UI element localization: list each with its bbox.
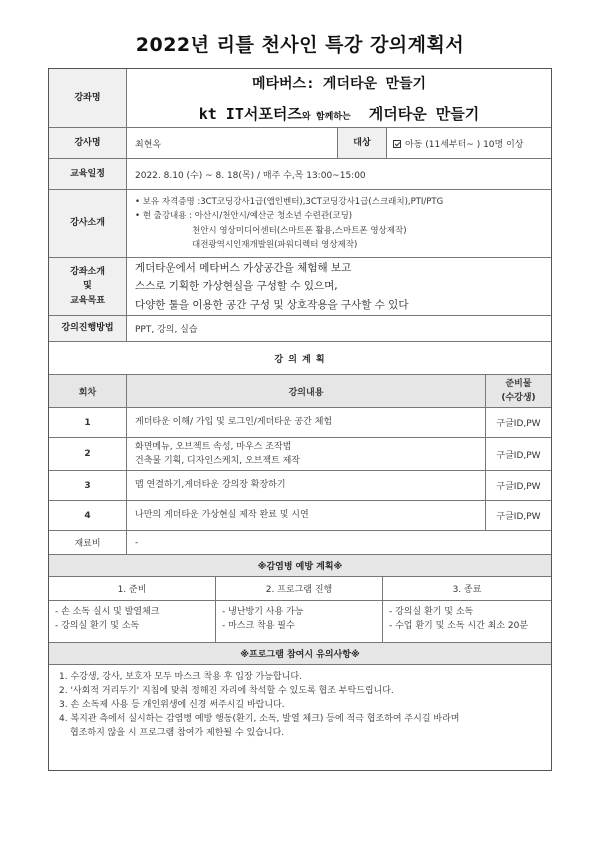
table-row (49, 407, 551, 437)
target-value (387, 128, 551, 158)
table-row (49, 500, 551, 530)
content-line: 나만의 게더타운 가상현실 제작 완료 및 시연 (135, 510, 309, 521)
list-item: - 수업 환기 및 소독 시간 최소 20분 (389, 621, 529, 632)
list-item: - 손 소독 실시 및 발열체크 (55, 607, 160, 617)
schedule-label: 교육일정 (49, 159, 127, 189)
note-item: 3. 손 소독제 사용 등 개인위생에 신경 써주시길 바랍니다. (59, 699, 285, 710)
course-row (49, 69, 551, 127)
goals-label-line: 교육목표 (70, 295, 105, 306)
note-item: 4. 복지관 측에서 실시하는 감염병 예방 행동(환기, 소독, 발열 체크) 등에 적극 협조하여 주시길 바라며 (59, 713, 460, 724)
session-materials: 구글ID,PW (496, 512, 541, 522)
document-title: 2022년 리틀 천사인 특강 강의계획서 (135, 34, 465, 56)
course-name-line2 (199, 103, 480, 124)
session-content (127, 408, 486, 437)
goal-line: 게더타운에서 메타버스 가상공간을 체험해 보고 (135, 261, 352, 274)
content-header: 강의내용 (127, 375, 486, 407)
instructor-name: 최현옥 (135, 139, 162, 150)
schedule-value: 2022. 8.10 (수) ~ 8. 18(목) / 매주 수,목 13:00~15:00 (135, 170, 366, 181)
session-content (127, 438, 486, 470)
prevention-column-title: 3. 종료 (452, 585, 482, 595)
goals-label-line: 강좌소개 (70, 266, 105, 277)
notes-heading: ※프로그램 참여시 유의사항※ (49, 642, 551, 664)
goal-line: 다양한 툴을 이용한 공간 구성 및 상호작용을 구사할 수 있다 (135, 298, 409, 311)
prevention-column-title: 2. 프로그램 진행 (216, 577, 383, 600)
fee-row (49, 530, 551, 554)
goals-label-line: 및 (83, 281, 92, 292)
table-row (49, 470, 551, 500)
note-item: 2. '사회적 거리두기' 지침에 맞춰 정해진 자리에 착석할 수 있도록 협조 부탁드립니다. (59, 685, 394, 696)
schedule-row (49, 158, 551, 189)
content-line: 화면메뉴, 오브젝트 속성, 마우스 조작법 (135, 441, 292, 452)
prevention-column-title: 1. 준비 (49, 577, 216, 600)
goals-row (49, 257, 551, 315)
prevention-list (383, 601, 551, 642)
goals-label (49, 258, 127, 315)
session-number: 3 (49, 471, 127, 500)
checked-box-icon (393, 140, 401, 148)
materials-header (486, 375, 551, 407)
session-number: 1 (49, 408, 127, 437)
session-number: 4 (49, 501, 127, 530)
content-line: 게더타운 이해/ 가입 및 로그인/게더타운 공간 체험 (135, 417, 333, 428)
note-item: 1. 수강생, 강사, 보호자 모두 마스크 착용 후 입장 가능합니다. (59, 672, 302, 682)
prevention-list (216, 601, 383, 642)
course-label: 강좌명 (49, 69, 127, 127)
content-line: 건축물 기획, 디자인스케치, 오브젝트 제작 (135, 456, 300, 466)
target-value-text: 아동 (11세부터~ ) 10명 이상 (405, 139, 524, 150)
session-header: 회차 (49, 375, 127, 407)
prevention-list (49, 601, 216, 642)
list-item: - 강의실 환기 및 소독 (55, 621, 140, 632)
fee-value: - (135, 537, 139, 548)
list-item: - 강의실 환기 및 소독 (389, 607, 474, 617)
goal-line: 스스로 기획한 가상현실을 구성할 수 있으며, (135, 280, 338, 293)
session-content (127, 501, 486, 530)
prevention-heading: ※감염병 예방 계획※ (49, 554, 551, 576)
plan-header-row (49, 374, 551, 407)
session-content (127, 471, 486, 500)
plan-form (48, 68, 552, 771)
intro-line: 대전광역시인재개발원(파워디렉터 영상제작) (192, 239, 358, 250)
course-name-line1: 메타버스: 게더타운 만들기 (251, 75, 427, 92)
instructor-row (49, 127, 551, 158)
materials-header-line: (수강생) (501, 393, 536, 403)
intro-line: • 현 출강내용 : 아산시/천안시/예산군 청소년 수련관(코딩) (135, 211, 353, 222)
intro-label: 강사소개 (49, 190, 127, 257)
instructor-label: 강사명 (49, 128, 127, 158)
fee-label: 재료비 (49, 531, 127, 554)
session-materials: 구글ID,PW (496, 450, 541, 461)
notes-list (49, 664, 551, 771)
prevention-columns-row (49, 576, 551, 600)
content-line: 맵 연결하기,게더타운 강의장 확장하기 (135, 480, 286, 491)
course-name-part1: kt IT서포터즈 (198, 104, 302, 123)
list-item: - 냉난방기 사용 가능 (222, 607, 304, 617)
session-materials: 구글ID,PW (496, 419, 541, 429)
table-row (49, 437, 551, 470)
session-number: 2 (49, 438, 127, 470)
goals-lines (127, 258, 551, 315)
target-label: 대상 (337, 128, 387, 158)
intro-line: • 보유 자격증명 :3CT코딩강사1급(앱인벤터),3CT코딩강사1급(스크래치),PTI/PTG (135, 197, 444, 208)
list-item: - 마스크 착용 필수 (222, 621, 295, 632)
plan-heading: 강 의 계 획 (49, 341, 551, 374)
intro-row (49, 189, 551, 257)
intro-line: 천안시 영상미디어센터(스마트폰 활용,스마트폰 영상제작) (192, 225, 407, 236)
course-name-small: 와 함께하는 (301, 111, 351, 122)
intro-lines (127, 190, 551, 257)
prevention-items-row (49, 600, 551, 642)
method-value: PPT, 강의, 실습 (135, 325, 198, 335)
course-name-part2: 게더타운 만들기 (368, 104, 480, 123)
session-materials: 구글ID,PW (496, 482, 541, 492)
course-name (127, 69, 551, 127)
note-item: 협조하지 않을 시 프로그램 참여가 제한될 수 있습니다. (70, 727, 285, 738)
method-label: 강의진행방법 (49, 316, 127, 341)
materials-header-line: 준비물 (505, 378, 532, 389)
method-row (49, 315, 551, 341)
